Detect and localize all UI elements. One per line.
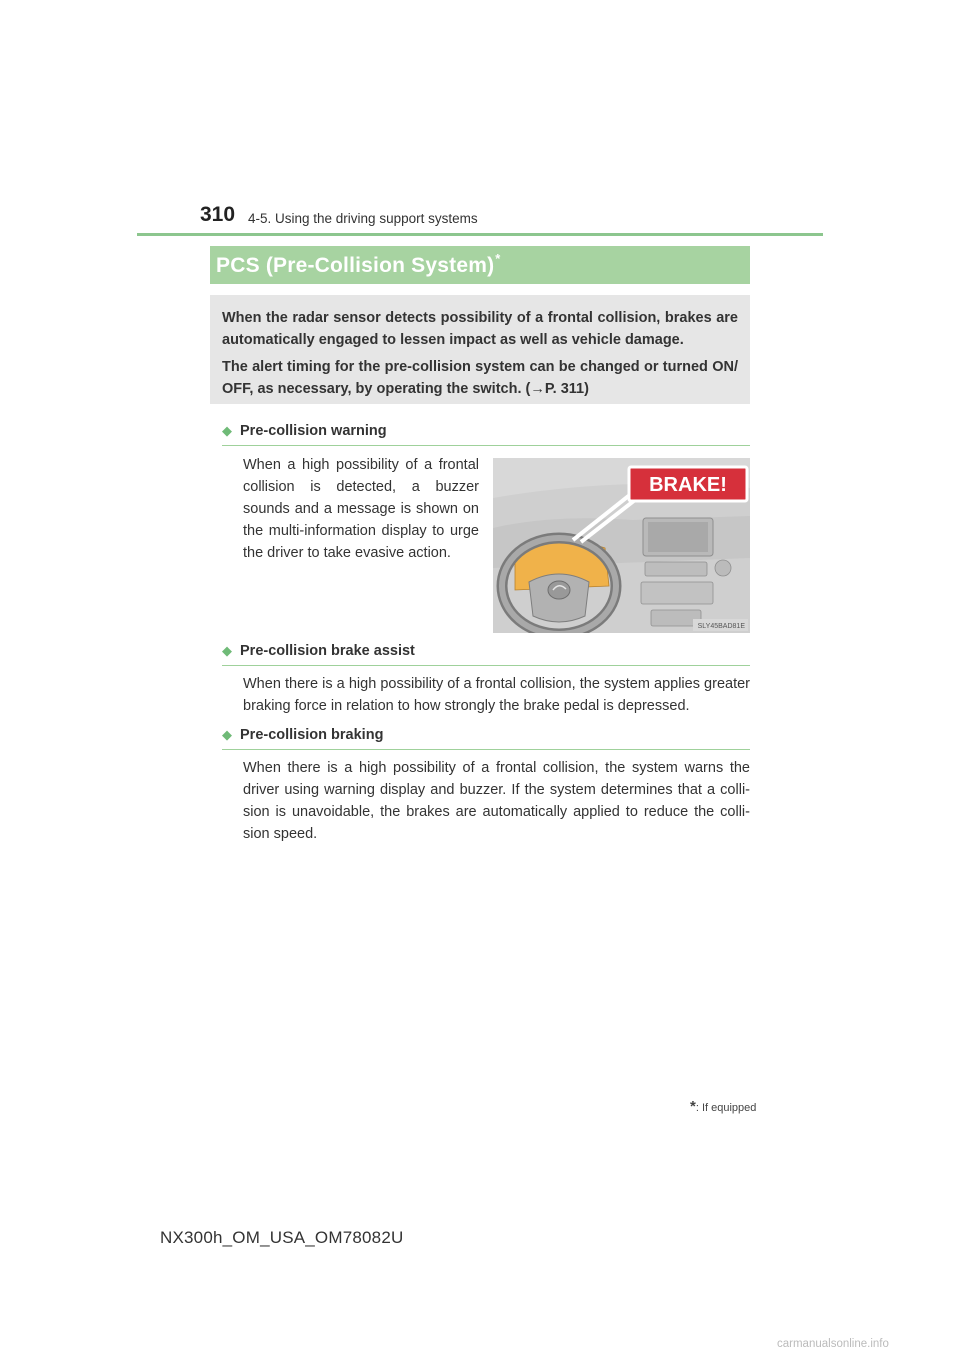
- page-title: [216, 251, 501, 278]
- illustration-code: SLY45BAD81E: [697, 623, 745, 630]
- body-paragraph: When there is a high possibility of a frontal collision, the system warns the driver using warning display and buzzer. If the system determines that a colli- sion is unavoidable, the brakes are automatically applied to reduce the colli- sion speed.: [243, 760, 750, 842]
- watermark: carmanualsonline.info: [777, 1338, 889, 1350]
- subheading-pre-collision-brake-assist: [222, 643, 750, 659]
- brake-callout-label: BRAKE!: [649, 474, 727, 496]
- section-heading: 4-5. Using the driving support systems: [248, 211, 478, 226]
- intro-paragraph-1: When the radar sensor detects possibility of a frontal collision, brakes are automatically engaged to lessen impact as well as vehicle damage.: [222, 310, 738, 348]
- diamond-bullet-icon: ◆: [222, 643, 232, 658]
- document-code: NX300h_OM_USA_OM78082U: [160, 1228, 404, 1247]
- subheading-rule: [222, 445, 750, 446]
- subheading-rule: [222, 665, 750, 666]
- subheading-text: Pre-collision braking: [240, 727, 384, 743]
- body-pre-collision-braking: [243, 757, 750, 845]
- page-title-text: PCS (Pre-Collision System): [216, 254, 495, 277]
- dashboard-brake-warning-drawing: [493, 458, 750, 633]
- title-asterisk: *: [495, 251, 501, 266]
- footnote-text: : If equipped: [695, 1102, 757, 1114]
- intro-box: [210, 295, 750, 404]
- intro-paragraph-2: The alert timing for the pre-collision system can be changed or turned ON/ OFF, as necessary, by operating the switch. (→P. 311): [222, 359, 738, 397]
- subheading-text: Pre-collision warning: [240, 423, 387, 439]
- title-bar: [210, 246, 750, 284]
- body-pre-collision-warning: [243, 454, 479, 564]
- diamond-bullet-icon: ◆: [222, 423, 232, 438]
- subheading-rule: [222, 749, 750, 750]
- dashboard-illustration: [493, 458, 750, 633]
- subheading-pre-collision-braking: [222, 727, 750, 743]
- subheading-pre-collision-warning: [222, 423, 750, 439]
- footnote-asterisk: *: [690, 1098, 696, 1115]
- header-rule: [137, 233, 823, 236]
- body-paragraph: When there is a high possibility of a frontal collision, the system applies greater braking force in relation to how strongly the brake pedal is depressed.: [243, 676, 750, 714]
- footnote: [690, 1098, 756, 1115]
- diamond-bullet-icon: ◆: [222, 727, 232, 742]
- page-number: 310: [200, 203, 236, 226]
- body-pre-collision-brake-assist: [243, 673, 750, 717]
- body-paragraph: When a high possibility of a frontal collision is detected, a buzzer sounds and a message is shown on the multi-information display to urge the driver to take evasive action.: [243, 457, 479, 561]
- subheading-text: Pre-collision brake assist: [240, 643, 415, 659]
